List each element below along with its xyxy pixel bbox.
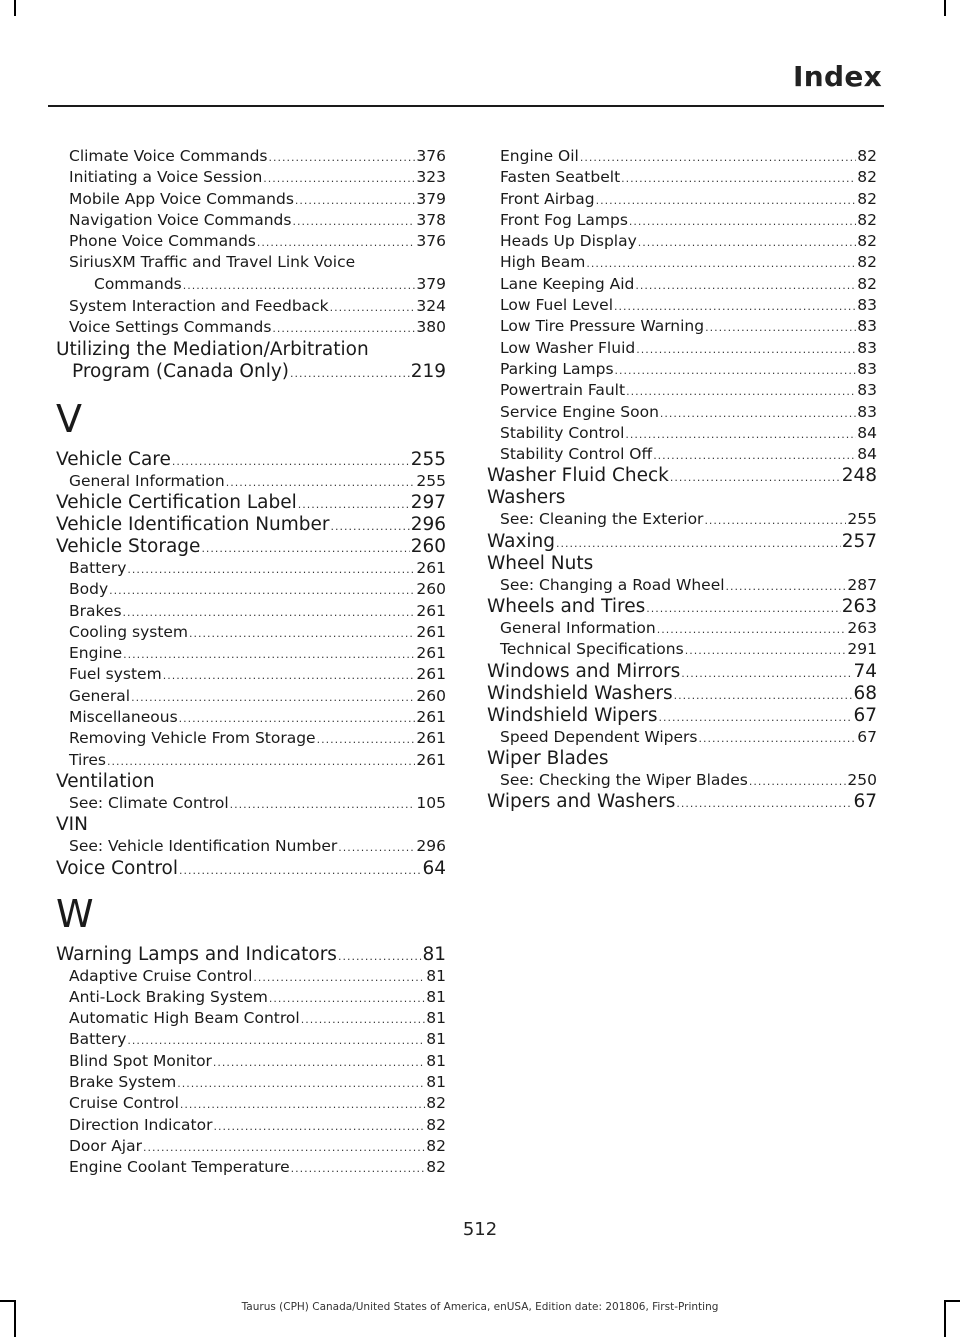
dot-leader (272, 318, 415, 339)
index-subentry[interactable] (56, 1136, 446, 1157)
index-term: Battery (69, 558, 127, 577)
index-subentry-general-information[interactable] (56, 471, 446, 492)
dot-leader (201, 538, 409, 560)
edition-note: Taurus (CPH) Canada/United States of America, enUSA, Edition date: 201806, First-Printing (241, 1301, 719, 1313)
index-term: Initiating a Voice Session (69, 168, 263, 187)
page-reference: 81 (426, 966, 446, 985)
page-reference: 378 (416, 210, 446, 229)
index-term: Stability Control (500, 423, 625, 442)
index-entry-waxing[interactable] (487, 531, 877, 553)
index-term: Blind Spot Monitor (69, 1051, 212, 1070)
index-term: VIN (56, 814, 88, 836)
page-reference: 263 (847, 619, 877, 638)
page-reference: 83 (857, 381, 877, 400)
index-term: Door Ajar (69, 1136, 142, 1155)
index-term: Climate Voice Commands (69, 147, 268, 165)
index-term: Parking Lamps (500, 359, 614, 378)
index-term: Lane Keeping Aid (500, 274, 635, 293)
page-reference: 83 (857, 296, 877, 315)
index-term: Low Tire Pressure Warning (500, 317, 705, 336)
index-subentry[interactable] (56, 296, 446, 317)
index-term: See: Vehicle Identification Number (69, 837, 338, 856)
dot-leader (257, 232, 416, 253)
dot-leader (317, 729, 416, 750)
crop-mark-top-right (944, 0, 946, 16)
index-term: See: Cleaning the Exterior (500, 510, 704, 529)
page-reference: 81 (426, 987, 446, 1006)
page-reference: 261 (416, 665, 446, 684)
index-subentry[interactable] (56, 317, 446, 338)
dot-leader (179, 860, 421, 882)
index-term: High Beam (500, 253, 586, 272)
index-subentry[interactable] (56, 1115, 446, 1136)
index-term: Warning Lamps and Indicators (56, 943, 337, 965)
dot-leader (263, 168, 415, 189)
index-term: General Information (500, 619, 656, 638)
dot-leader (646, 598, 840, 620)
index-term: See: Checking the Wiper Blades (500, 770, 748, 789)
dot-leader (704, 510, 846, 531)
index-subentry[interactable] (487, 444, 877, 465)
page-reference: 64 (422, 857, 446, 879)
dot-leader (685, 640, 847, 661)
index-subentry[interactable] (56, 1008, 446, 1029)
index-term: Vehicle Storage (56, 535, 201, 557)
dot-leader (726, 576, 847, 597)
page-reference: 105 (416, 793, 446, 812)
dot-leader (269, 147, 416, 168)
page-reference: 296 (416, 837, 446, 856)
index-entry-washers[interactable] (487, 487, 877, 509)
dot-leader (621, 168, 856, 189)
section-letter-v: V (56, 396, 82, 441)
index-subentry[interactable] (487, 274, 877, 295)
index-subentry[interactable] (56, 558, 446, 579)
dot-leader (705, 317, 856, 338)
index-subentry[interactable] (487, 359, 877, 380)
page-reference: 82 (857, 274, 877, 293)
page-reference: 83 (857, 317, 877, 336)
index-subentry[interactable] (487, 402, 877, 423)
page-reference: 82 (426, 1115, 446, 1134)
index-subentry-see-vin[interactable] (56, 836, 446, 857)
page-reference: 324 (416, 297, 446, 316)
index-term: Engine (69, 644, 123, 663)
page-reference: 82 (857, 189, 877, 208)
index-term: Removing Vehicle From Storage (69, 729, 316, 748)
page-reference: 82 (426, 1136, 446, 1155)
index-subentry[interactable] (56, 686, 446, 707)
dot-leader (226, 472, 416, 493)
index-term: Automatic High Beam Control (69, 1009, 300, 1028)
page-reference: 81 (426, 1030, 446, 1049)
page-reference: 67 (853, 704, 877, 726)
header-divider (48, 105, 884, 107)
page-reference: 81 (426, 1073, 446, 1092)
index-entry-vehicle-care[interactable] (56, 449, 446, 471)
index-subentry[interactable] (56, 750, 446, 771)
page-reference: 323 (416, 168, 446, 187)
page-reference: 376 (416, 147, 446, 165)
index-subentry[interactable] (487, 189, 877, 210)
page-reference: 260 (410, 535, 446, 557)
index-subentry[interactable] (56, 987, 446, 1008)
dot-leader (163, 665, 416, 686)
index-term: Cooling system (69, 622, 189, 641)
dot-leader (626, 381, 856, 402)
index-subentry[interactable] (56, 728, 446, 749)
index-subentry[interactable] (487, 252, 877, 273)
page-reference: 82 (426, 1094, 446, 1113)
index-term: Wheels and Tires (487, 596, 646, 618)
dot-leader (596, 190, 857, 211)
page-title: Index (793, 60, 882, 93)
index-subentry[interactable] (56, 1051, 446, 1072)
page-reference: 84 (857, 423, 877, 442)
index-column-right (487, 146, 877, 813)
index-term: Phone Voice Commands (69, 232, 256, 251)
index-term: System Interaction and Feedback (69, 297, 329, 316)
dot-leader (638, 232, 856, 253)
index-subentry[interactable] (56, 579, 446, 600)
index-term: Low Washer Fluid (500, 338, 636, 357)
page-reference: 291 (847, 640, 877, 659)
dot-leader (295, 190, 416, 211)
dot-leader (681, 663, 852, 685)
index-term: Technical Specifications (500, 640, 684, 659)
index-term: Brakes (69, 601, 122, 620)
index-entry-wheel-nuts[interactable] (487, 553, 877, 575)
dot-leader (338, 946, 422, 968)
index-subentry-see-climate-control[interactable] (56, 793, 446, 814)
index-term: Fasten Seatbelt (500, 168, 621, 187)
index-term: Body (69, 580, 109, 599)
index-subentry[interactable] (487, 146, 877, 167)
page-reference: 261 (416, 601, 446, 620)
index-term: Windshield Wipers (487, 704, 658, 726)
index-term: Vehicle Identification Number (56, 513, 330, 535)
dot-leader (298, 494, 410, 516)
index-term: Anti-Lock Braking System (69, 987, 268, 1006)
page-reference: 261 (416, 708, 446, 727)
index-term: Windshield Washers (487, 682, 673, 704)
dot-leader (636, 339, 856, 360)
index-subentry[interactable] (56, 231, 446, 252)
dot-leader (109, 580, 415, 601)
index-entry-vin[interactable] (56, 814, 446, 836)
page-number: 512 (462, 1219, 498, 1240)
index-entry-warning-lamps[interactable] (56, 944, 446, 966)
dot-leader (614, 296, 856, 317)
dot-leader (179, 708, 416, 729)
dot-leader (127, 559, 415, 580)
page-reference: 250 (847, 770, 877, 789)
page-reference: 67 (857, 727, 877, 746)
dot-leader (674, 685, 853, 707)
index-term: Voice Control (56, 857, 178, 879)
dot-leader (177, 1073, 425, 1094)
dot-leader (123, 602, 416, 623)
index-term: Wheel Nuts (487, 552, 594, 574)
page-reference: 82 (857, 232, 877, 251)
page-reference: 82 (857, 147, 877, 165)
page-reference: 81 (422, 943, 446, 965)
page-reference: 260 (416, 686, 446, 705)
index-term: Service Engine Soon (500, 402, 659, 421)
dot-leader (629, 211, 856, 232)
index-subentry[interactable] (56, 643, 446, 664)
dot-leader (253, 967, 425, 988)
index-subentry[interactable] (487, 338, 877, 359)
dot-leader (699, 728, 857, 749)
index-term: Engine Oil (500, 147, 579, 165)
page-reference: 261 (416, 729, 446, 748)
dot-leader (301, 1009, 426, 1030)
index-subentry[interactable] (56, 622, 446, 643)
index-entry-washer-fluid-check[interactable] (487, 465, 877, 487)
page-reference: 261 (416, 622, 446, 641)
page-reference: 83 (857, 359, 877, 378)
index-term: Low Fuel Level (500, 296, 614, 315)
dot-leader (749, 771, 847, 792)
dot-leader (189, 623, 415, 644)
index-term: Tires (69, 750, 106, 769)
index-subentry-see-cleaning-exterior[interactable] (487, 509, 877, 530)
dot-leader (657, 619, 847, 640)
dot-leader (586, 253, 856, 274)
dot-leader (653, 445, 856, 466)
dot-leader (291, 1158, 426, 1179)
index-term: Navigation Voice Commands (69, 210, 292, 229)
index-column-left (56, 146, 446, 1179)
index-subentry[interactable] (56, 189, 446, 210)
index-entry-windows-and-mirrors[interactable] (487, 661, 877, 683)
index-subentry[interactable] (56, 664, 446, 685)
index-term: Brake System (69, 1073, 177, 1092)
index-subentry[interactable] (56, 210, 446, 231)
index-term: Ventilation (56, 770, 155, 792)
index-subentry-siriusxm[interactable]: SiriusXM Traffic and Travel Link Voice Commands ..... 379 (56, 252, 446, 296)
index-entry-windshield-wipers[interactable] (487, 705, 877, 727)
index-term: Powertrain Fault (500, 381, 626, 400)
dot-leader (659, 707, 853, 729)
index-term: Miscellaneous (69, 708, 178, 727)
dot-leader (127, 1030, 425, 1051)
page-reference: 255 (847, 510, 877, 529)
page-reference: 263 (841, 596, 877, 618)
page-reference: 81 (426, 1009, 446, 1028)
index-subentry[interactable] (56, 1093, 446, 1114)
index-term: Wiper Blades (487, 747, 609, 769)
index-subentry[interactable] (487, 295, 877, 316)
index-entry-ventilation[interactable] (56, 771, 446, 793)
index-entry-voice-control[interactable] (56, 858, 446, 880)
index-entry-vehicle-identification-number[interactable] (56, 514, 446, 536)
dot-leader (615, 360, 857, 381)
index-subentry[interactable] (56, 601, 446, 622)
index-subentry[interactable] (487, 380, 877, 401)
index-subentry[interactable] (56, 167, 446, 188)
dot-leader (580, 147, 856, 168)
index-term: Wipers and Washers (487, 791, 676, 813)
index-entry-vehicle-certification-label[interactable] (56, 492, 446, 514)
page-reference: 261 (416, 558, 446, 577)
index-term: Waxing (487, 530, 556, 552)
page-reference: 296 (410, 513, 446, 535)
index-term: Engine Coolant Temperature (69, 1158, 290, 1177)
index-subentry-see-changing-road-wheel[interactable] (487, 575, 877, 596)
index-term: Front Fog Lamps (500, 210, 628, 229)
page-reference: 255 (416, 471, 446, 490)
index-term: See: Climate Control (69, 793, 229, 812)
dot-leader (292, 211, 415, 232)
dot-leader (143, 1137, 425, 1158)
dot-leader (123, 644, 415, 665)
index-term: Battery (69, 1030, 127, 1049)
dot-leader (172, 451, 410, 473)
index-entry-mediation[interactable]: Utilizing the Mediation/Arbitration Program (Canada Only) ..... 219 (56, 339, 446, 385)
page-reference: 248 (841, 465, 877, 487)
page-reference: 261 (416, 750, 446, 769)
index-term: General (69, 686, 131, 705)
page-reference: 83 (857, 402, 877, 421)
page-reference: 68 (853, 682, 877, 704)
page-reference: 297 (410, 491, 446, 513)
page-reference: 257 (841, 530, 877, 552)
dot-leader (107, 751, 415, 772)
page-reference: 376 (416, 232, 446, 251)
index-subentry[interactable] (487, 210, 877, 231)
dot-leader (330, 297, 416, 318)
dot-leader (660, 403, 856, 424)
page-reference: 83 (857, 338, 877, 357)
index-term: Adaptive Cruise Control (69, 966, 253, 985)
page-reference: 379 (416, 189, 446, 208)
page-reference: 82 (857, 253, 877, 272)
dot-leader (213, 1052, 425, 1073)
index-subentry[interactable] (56, 1157, 446, 1178)
page-reference: 67 (853, 791, 877, 813)
page-reference: 380 (416, 318, 446, 337)
dot-leader (625, 424, 856, 445)
index-term: Washers (487, 487, 566, 509)
index-subentry[interactable] (487, 423, 877, 444)
dot-leader (331, 516, 410, 538)
index-term: See: Changing a Road Wheel (500, 575, 725, 594)
page-reference: 74 (853, 660, 877, 682)
index-entry-vehicle-storage[interactable] (56, 536, 446, 558)
index-term: Direction Indicator (69, 1115, 213, 1134)
index-entry-wiper-blades[interactable] (487, 748, 877, 770)
section-letter-w: W (56, 891, 94, 936)
index-entry-windshield-washers[interactable] (487, 683, 877, 705)
page-reference: 81 (426, 1051, 446, 1070)
index-term: Stability Control Off (500, 445, 653, 464)
index-term: Front Airbag (500, 189, 595, 208)
dot-leader (269, 988, 425, 1009)
index-term: General Information (69, 471, 225, 490)
index-subentry[interactable] (56, 1029, 446, 1050)
index-term: Washer Fluid Check (487, 465, 669, 487)
index-term: Vehicle Certification Label (56, 491, 297, 513)
index-subentry[interactable] (56, 966, 446, 987)
index-term: Heads Up Display (500, 232, 637, 251)
index-subentry-see-checking-wiper-blades[interactable] (487, 770, 877, 791)
dot-leader (230, 794, 416, 815)
index-entry-wheels-and-tires[interactable] (487, 596, 877, 618)
dot-leader (556, 533, 841, 555)
page-reference: 255 (410, 448, 446, 470)
page-reference: 287 (847, 575, 877, 594)
index-subentry[interactable] (487, 316, 877, 337)
dot-leader (635, 275, 856, 296)
index-term: Vehicle Care (56, 448, 171, 470)
index-term: Windows and Mirrors (487, 660, 681, 682)
index-subentry[interactable] (56, 707, 446, 728)
index-term: Cruise Control (69, 1094, 179, 1113)
page-reference: 261 (416, 644, 446, 663)
index-entry-wipers-and-washers[interactable] (487, 791, 877, 813)
dot-leader (131, 687, 415, 708)
index-subentry[interactable] (487, 618, 877, 639)
index-term: Voice Settings Commands (69, 318, 272, 337)
index-term: Speed Dependent Wipers (500, 727, 698, 746)
index-subentry[interactable] (56, 1072, 446, 1093)
index-term: Mobile App Voice Commands (69, 189, 294, 208)
page-reference: 82 (857, 210, 877, 229)
dot-leader (338, 837, 415, 858)
dot-leader (676, 793, 852, 815)
page-reference: 82 (857, 168, 877, 187)
page-reference: 260 (416, 580, 446, 599)
page-reference: 82 (426, 1158, 446, 1177)
index-subentry[interactable] (56, 146, 446, 167)
index-subentry-speed-dependent-wipers[interactable] (487, 727, 877, 748)
index-subentry[interactable] (487, 639, 877, 660)
index-subentry[interactable] (487, 167, 877, 188)
index-term: Fuel system (69, 665, 162, 684)
crop-mark-top-left (14, 0, 16, 16)
page-reference: 84 (857, 445, 877, 464)
dot-leader (670, 467, 841, 489)
index-subentry[interactable] (487, 231, 877, 252)
dot-leader (213, 1116, 425, 1137)
dot-leader (180, 1094, 425, 1115)
